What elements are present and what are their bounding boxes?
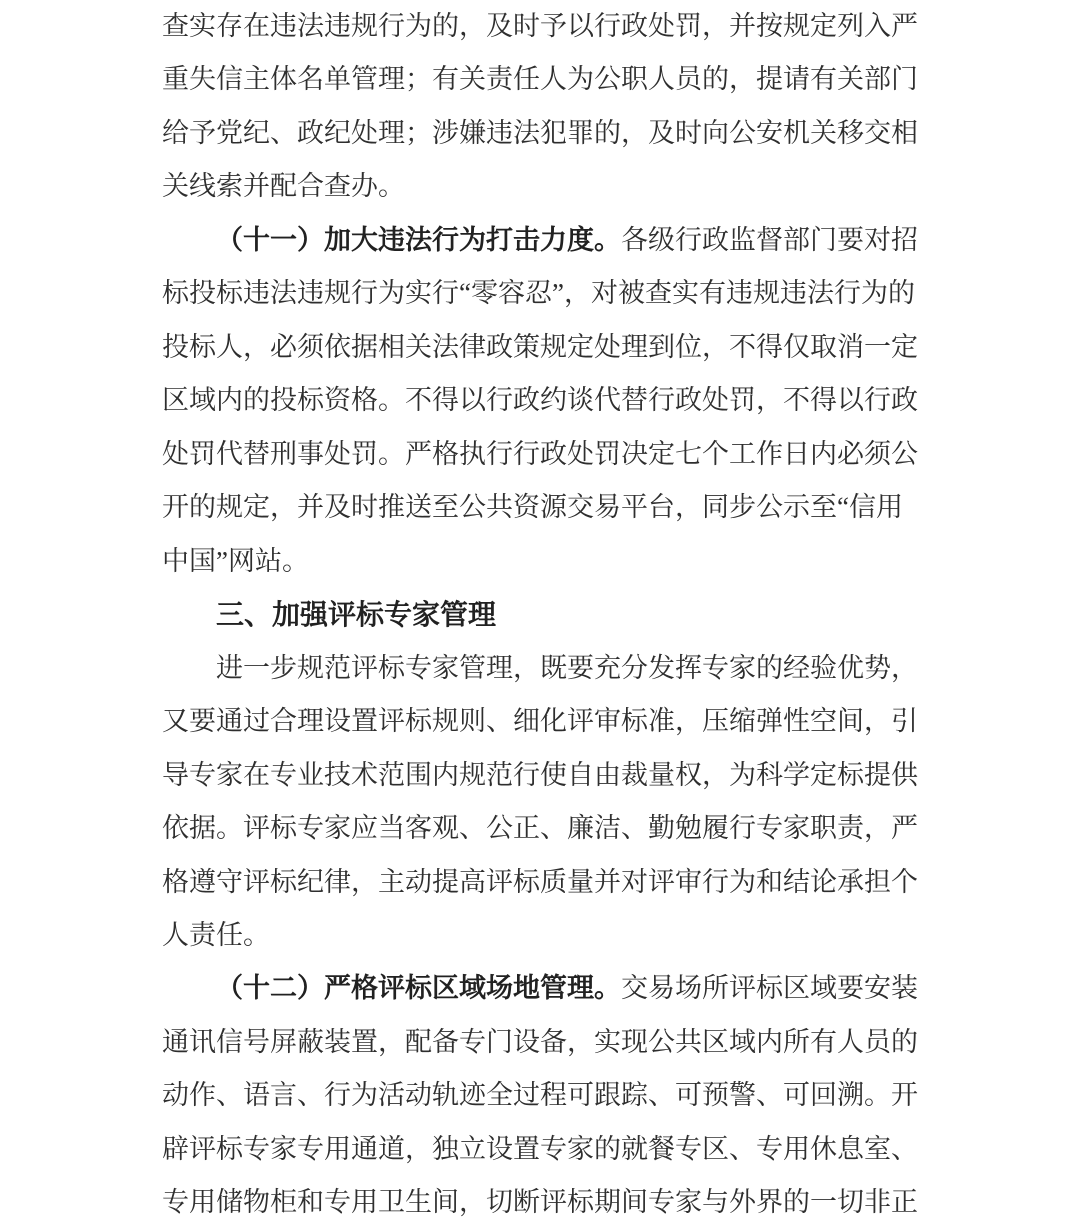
text-line xyxy=(162,962,952,1015)
text-run: 进一步规范评标专家管理，既要充分发挥专家的经验优势， xyxy=(216,652,918,683)
text-run: 通讯信号屏蔽装置，配备专门设备，实现公共区域内所有人员的 xyxy=(162,1026,918,1057)
text-line xyxy=(162,107,952,160)
text-run: 关线索并配合查办。 xyxy=(162,171,405,202)
text-run: 导专家在专业技术范围内规范行使自由裁量权，为科学定标提供 xyxy=(162,759,918,790)
text-run: 查实存在违法违规行为的，及时予以行政处罚，并按规定列入严 xyxy=(162,11,918,41)
text-run: 各级行政监督部门要对招 xyxy=(621,224,918,255)
text-run: 标投标违法违规行为实行“零容忍”，对被查实有违规违法行为的 xyxy=(162,278,915,309)
text-line xyxy=(162,428,952,481)
text-line xyxy=(162,1069,952,1122)
text-line xyxy=(162,909,952,962)
text-run: 专用储物柜和专用卫生间，切断评标期间专家与外界的一切非正 xyxy=(162,1187,918,1218)
text-line xyxy=(162,374,952,427)
bold-run: （十一）加大违法行为打击力度。 xyxy=(216,224,621,255)
text-line xyxy=(162,642,952,695)
text-run: 格遵守评标纪律，主动提高评标质量并对评审行为和结论承担个 xyxy=(162,866,918,897)
text-run: 开的规定，并及时推送至公共资源交易平台，同步公示至“信用 xyxy=(162,492,903,523)
document-body xyxy=(162,0,952,1230)
text-line xyxy=(162,1016,952,1069)
text-run: 区域内的投标资格。不得以行政约谈代替行政处罚，不得以行政 xyxy=(162,385,918,416)
text-run: 动作、语言、行为活动轨迹全过程可跟踪、可预警、可回溯。开 xyxy=(162,1080,918,1111)
text-line xyxy=(162,749,952,802)
text-run: 给予党纪、政纪处理；涉嫌违法犯罪的，及时向公安机关移交相 xyxy=(162,117,918,148)
text-line xyxy=(162,856,952,909)
heading-text: 三、加强评标专家管理 xyxy=(216,599,497,631)
text-line xyxy=(162,802,952,855)
text-run: 交易场所评标区域要安装 xyxy=(621,973,918,1004)
text-run: 重失信主体名单管理；有关责任人为公职人员的，提请有关部门 xyxy=(162,64,918,95)
text-run: 中国”网站。 xyxy=(162,545,309,576)
text-run: 依据。评标专家应当客观、公正、廉洁、勤勉履行专家职责，严 xyxy=(162,813,918,844)
text-line xyxy=(162,695,952,748)
text-line xyxy=(162,321,952,374)
text-line xyxy=(162,535,952,588)
text-line xyxy=(162,53,952,106)
section-heading xyxy=(162,588,952,641)
text-line xyxy=(162,1176,952,1229)
text-run: 人责任。 xyxy=(162,919,270,950)
bold-run: （十二）严格评标区域场地管理。 xyxy=(216,973,621,1004)
text-run: 又要通过合理设置评标规则、细化评审标准，压缩弹性空间，引 xyxy=(162,706,918,737)
text-line xyxy=(162,481,952,534)
text-run: 辟评标专家专用通道，独立设置专家的就餐专区、专用休息室、 xyxy=(162,1133,918,1164)
text-run: 处罚代替刑事处罚。严格执行行政处罚决定七个工作日内必须公 xyxy=(162,438,918,469)
text-line xyxy=(162,160,952,213)
text-line xyxy=(162,214,952,267)
text-line xyxy=(162,267,952,320)
text-line xyxy=(162,1123,952,1176)
text-line xyxy=(162,0,952,53)
text-run: 投标人，必须依据相关法律政策规定处理到位，不得仅取消一定 xyxy=(162,331,918,362)
